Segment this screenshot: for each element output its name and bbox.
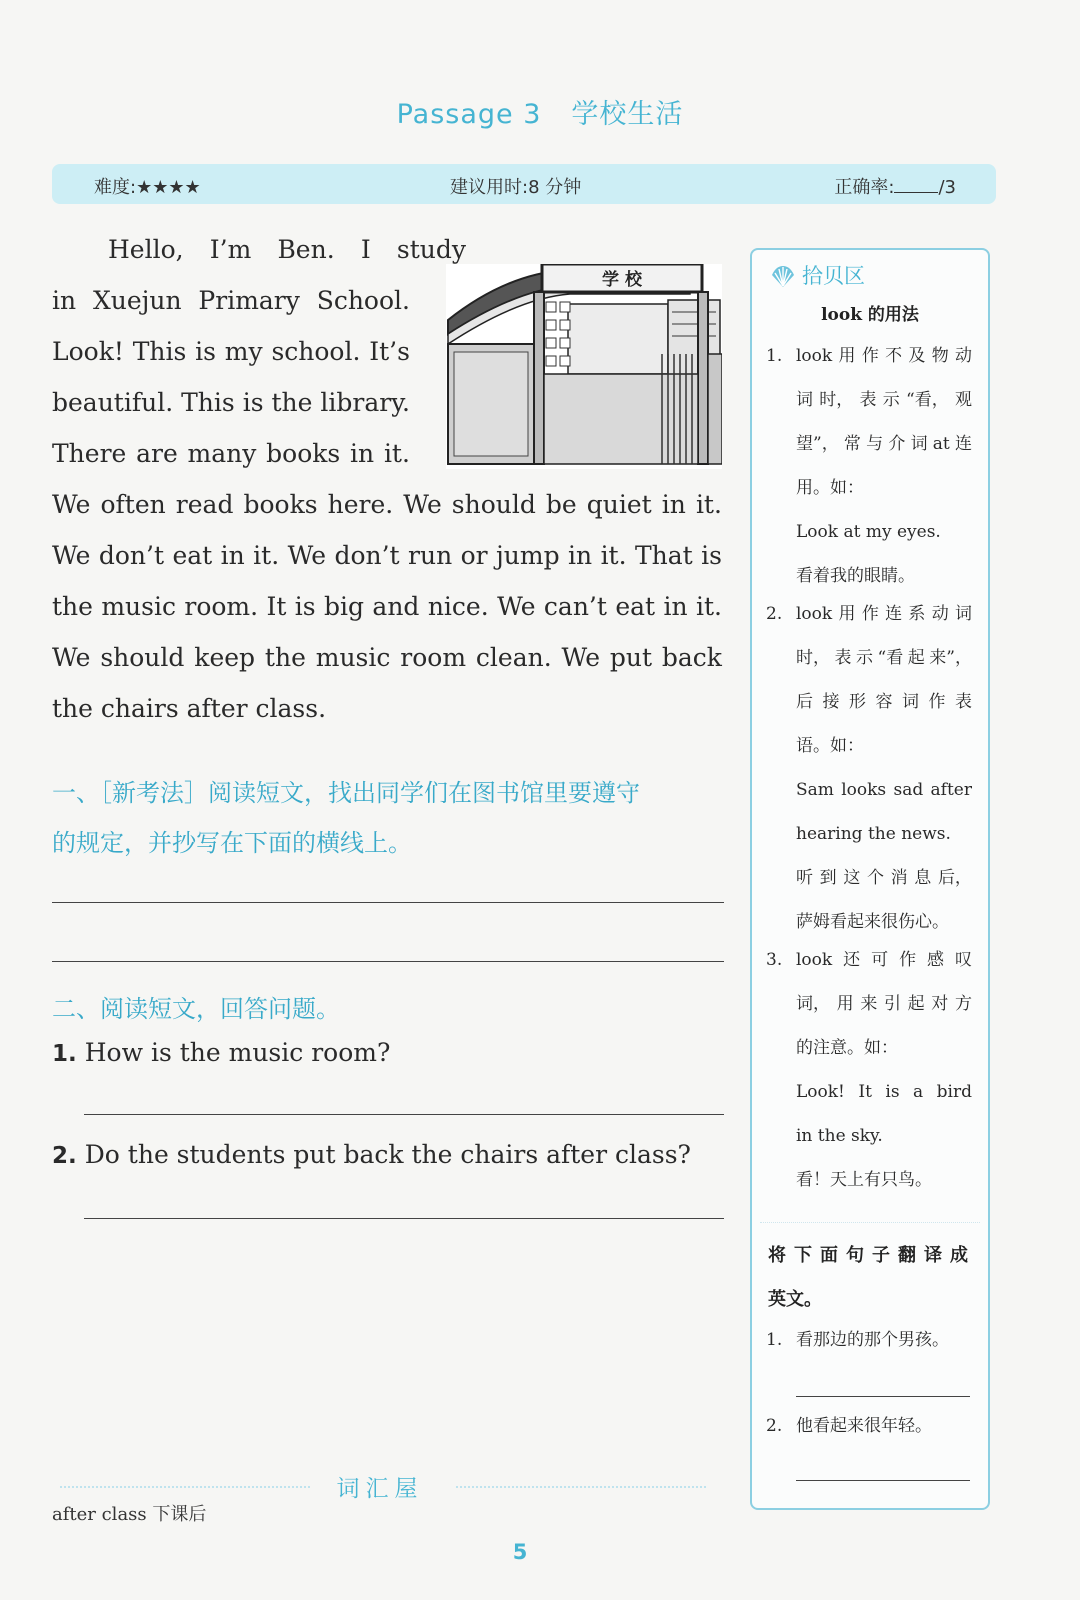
passage-word: it. — [253, 541, 280, 570]
exercise-heading-char: 句 — [846, 1245, 864, 1266]
usage-word: 不 — [885, 346, 903, 366]
usage-line — [796, 1026, 972, 1070]
passage-word: don’t — [334, 541, 400, 570]
usage-word: Sam — [796, 780, 834, 800]
accuracy-total: /3 — [938, 177, 956, 198]
usage-word: 对 — [931, 994, 949, 1014]
usage-word: “看， — [906, 390, 949, 410]
usage-line — [796, 1158, 972, 1202]
school-sign-text: 学 校 — [602, 270, 642, 290]
passage-line — [52, 632, 722, 683]
exercise-2-answer-line[interactable] — [796, 1480, 970, 1481]
passage-word: should — [451, 490, 536, 519]
passage-word: That — [634, 541, 693, 570]
passage-line — [52, 479, 722, 530]
usage-line — [796, 856, 972, 900]
sidebar-notes — [750, 248, 990, 1510]
section1-instruction-line2: 的规定，并抄写在下面的横线上。 — [52, 829, 412, 857]
accuracy-blank[interactable] — [894, 176, 938, 193]
question-1-text: How is the music room? — [84, 1038, 391, 1067]
accuracy-label: 正确率: — [834, 177, 895, 198]
question-1 — [52, 1038, 390, 1067]
passage-word: it. — [600, 541, 627, 570]
passage-word: put — [609, 643, 653, 672]
passage-word: room. — [184, 592, 259, 621]
sidebar-subtitle: look 的用法 — [821, 305, 919, 325]
usage-word: 动 — [955, 346, 972, 366]
look-usage-1 — [766, 334, 972, 598]
passage-word: books — [266, 439, 341, 468]
usage-word: 可 — [871, 950, 889, 970]
vocab-title: 词汇屋 — [336, 1476, 424, 1502]
usage-word: 连 — [954, 434, 972, 454]
usage-line — [796, 724, 972, 768]
passage-line — [52, 428, 410, 479]
usage-word: 作 — [899, 950, 917, 970]
passage-word: Look! — [52, 337, 124, 366]
shell-icon — [770, 265, 796, 289]
passage-word: music — [101, 592, 176, 621]
usage-word: look — [796, 604, 833, 624]
exercise-2-number: 2. — [766, 1416, 783, 1436]
usage-word: 示 — [856, 648, 874, 668]
page-number: 5 — [512, 1540, 528, 1564]
passage-line — [52, 326, 410, 377]
passage-word: It’s — [369, 337, 410, 366]
usage-line — [796, 510, 972, 554]
usage-line — [796, 812, 972, 856]
passage-word: books — [243, 490, 318, 519]
passage-word: We — [497, 592, 536, 621]
passage-word: back — [661, 643, 722, 672]
sidebar-title — [770, 260, 865, 290]
usage-word: after — [930, 780, 972, 800]
passage-word: in — [220, 541, 245, 570]
usage-word: 作 — [861, 346, 879, 366]
usage-word: 表 — [859, 390, 877, 410]
passage-word: should — [100, 643, 185, 672]
question-2-text: Do the students put back the chairs after class? — [84, 1140, 691, 1169]
passage-word: in — [350, 439, 375, 468]
passage-word: the chairs after class. — [52, 694, 327, 723]
question-2 — [52, 1140, 691, 1169]
passage-word: it. — [695, 490, 722, 519]
usage-word: 介 — [888, 434, 906, 454]
usage-number: 1. — [766, 346, 783, 366]
usage-word: 词 — [910, 434, 928, 454]
passage-word: Hello, — [108, 235, 184, 264]
passage-line — [52, 224, 466, 275]
usage-word: 及 — [908, 346, 926, 366]
usage-word: It — [858, 1082, 872, 1102]
passage-word: We — [287, 541, 327, 570]
usage-word: a — [913, 1082, 924, 1102]
passage-word: it. — [383, 439, 410, 468]
usage-word: 时， — [819, 390, 854, 410]
passage-word: We — [52, 541, 91, 570]
question-1-answer-line[interactable] — [84, 1114, 724, 1115]
usage-line — [796, 378, 972, 422]
passage-word: or — [460, 541, 488, 570]
usage-word: bird — [936, 1082, 972, 1102]
exercise-heading-char: 子 — [872, 1245, 890, 1266]
usage-word: 接 — [822, 692, 840, 712]
usage-word: is — [885, 1082, 900, 1102]
passage-word: jump — [496, 541, 560, 570]
passage-word: here. — [327, 490, 394, 519]
passage-word: the — [264, 643, 306, 672]
passage-word: quiet — [586, 490, 652, 519]
section2-heading: 二、阅读短文，回答问题。 — [52, 995, 340, 1023]
passage-word: is — [294, 592, 316, 621]
passage-word: I’m — [209, 235, 252, 264]
usage-word: 动 — [931, 604, 949, 624]
usage-word: 语。如： — [796, 736, 864, 756]
usage-word: 用 — [838, 346, 856, 366]
exercise-heading-char: 成 — [950, 1245, 968, 1266]
passage-word: I — [360, 235, 371, 264]
usage-line — [796, 680, 972, 724]
passage-word: in — [52, 286, 77, 315]
passage-word: can’t — [543, 592, 607, 621]
usage-line — [796, 334, 972, 378]
usage-word: 这 — [843, 868, 861, 888]
passage-line — [52, 581, 722, 632]
passage-word: study — [396, 235, 466, 264]
usage-word: 后 — [796, 692, 813, 712]
passage-word: run — [408, 541, 453, 570]
exercise-heading-char: 下 — [794, 1245, 812, 1266]
usage-word: Look! — [796, 1082, 845, 1102]
usage-line — [796, 938, 972, 982]
exercise-1-number: 1. — [766, 1330, 783, 1350]
usage-word: 个 — [866, 868, 884, 888]
usage-word: 息 — [914, 868, 932, 888]
passage-word: We — [52, 643, 91, 672]
question-1-number: 1. — [52, 1041, 77, 1067]
exercise-1-text: 看那边的那个男孩。 — [796, 1330, 949, 1350]
usage-word: 来”， — [929, 648, 972, 668]
usage-word: 表 — [834, 648, 852, 668]
usage-word: 起 — [907, 648, 925, 668]
usage-line — [796, 768, 972, 812]
school-gate-illustration — [446, 264, 722, 469]
sidebar-divider — [760, 1222, 980, 1223]
usage-word: 看！天上有只鸟。 — [796, 1170, 932, 1190]
usage-word: 词 — [955, 604, 972, 624]
passage-word: and — [372, 592, 420, 621]
passage-number: Passage 3 — [396, 99, 542, 130]
usage-word: 叹 — [954, 950, 972, 970]
usage-word: 的注意。如： — [796, 1038, 898, 1058]
usage-word: 形 — [849, 692, 866, 712]
exercise-heading-line2: 英文。 — [768, 1289, 822, 1310]
passage-word: school. — [271, 337, 361, 366]
usage-word: 感 — [927, 950, 945, 970]
passage-word: my — [224, 337, 263, 366]
passage-word: be — [545, 490, 577, 519]
passage-word: This — [181, 388, 235, 417]
usage-word: 消 — [890, 868, 908, 888]
passage-word: School. — [316, 286, 410, 315]
passage-word: It — [266, 592, 287, 621]
usage-word: look — [796, 950, 833, 970]
passage-word: Primary — [198, 286, 300, 315]
usage-word: 引 — [883, 994, 901, 1014]
question-2-answer-line[interactable] — [84, 1218, 724, 1219]
section1-instruction-line1: 一、［新考法］阅读短文，找出同学们在图书馆里要遵守 — [52, 779, 640, 807]
usage-line — [796, 636, 972, 680]
passage-word: keep — [194, 643, 256, 672]
usage-line — [796, 422, 972, 466]
usage-word: 用 — [836, 994, 854, 1014]
usage-word: 作 — [928, 692, 946, 712]
info-bar — [52, 164, 996, 204]
passage-word: many — [187, 439, 257, 468]
sidebar-title-text: 拾贝区 — [802, 264, 865, 288]
usage-word: “看 — [877, 648, 904, 668]
usage-line — [796, 982, 972, 1026]
accuracy — [834, 173, 956, 199]
usage-word: 用。如： — [796, 478, 864, 498]
usage-word: at — [932, 434, 950, 454]
exercise-heading-char: 面 — [820, 1245, 838, 1266]
usage-word: 来 — [860, 994, 878, 1014]
usage-number: 2. — [766, 604, 783, 624]
usage-line — [796, 592, 972, 636]
usage-word: hearing the news. — [796, 824, 951, 844]
passage-line — [52, 683, 722, 734]
usage-word: 后， — [937, 868, 972, 888]
usage-word: look — [796, 346, 833, 366]
passage-word: is — [195, 337, 216, 366]
usage-word: 示 — [882, 390, 900, 410]
usage-word: 与 — [866, 434, 884, 454]
usage-word: 系 — [908, 604, 926, 624]
exercise-1-answer-line[interactable] — [796, 1396, 970, 1397]
passage-word: are — [136, 439, 178, 468]
passage-word: eat — [615, 592, 656, 621]
usage-word: 表 — [955, 692, 972, 712]
passage-word: This — [132, 337, 187, 366]
usage-line — [796, 1114, 972, 1158]
answer-line-2[interactable] — [52, 961, 724, 962]
passage-line — [52, 377, 410, 428]
difficulty-rating: 难度:★★★★ — [94, 177, 201, 198]
passage-word: We — [561, 643, 600, 672]
exercise-heading-char: 翻 — [898, 1245, 916, 1266]
exercise-2-text: 他看起来很年轻。 — [796, 1416, 932, 1436]
passage-word: clean. — [475, 643, 552, 672]
exercise-heading — [768, 1234, 968, 1322]
passage-word: in — [663, 592, 688, 621]
usage-word: 萨姆看起来很伤心。 — [796, 912, 949, 932]
passage-word: the — [271, 388, 313, 417]
vocab-item: after class 下课后 — [52, 1504, 207, 1525]
passage-word: Xuejun — [92, 286, 182, 315]
usage-word: 连 — [885, 604, 903, 624]
passage-word: read — [175, 490, 234, 519]
page-title — [0, 92, 1080, 131]
usage-word: 方 — [954, 994, 972, 1014]
usage-word: 听 — [796, 868, 813, 888]
passage-word: the — [52, 592, 93, 621]
usage-word: Look at my eyes. — [796, 522, 941, 542]
look-usage-3 — [766, 938, 972, 1202]
passage-word: often — [100, 490, 166, 519]
passage-word: don’t — [98, 541, 165, 570]
passage-word: in — [661, 490, 686, 519]
usage-word: 用 — [838, 604, 856, 624]
usage-word: 看着我的眼睛。 — [796, 566, 915, 586]
usage-word: 容 — [875, 692, 893, 712]
passage-word: There — [52, 439, 127, 468]
exercise-heading-line1 — [768, 1234, 968, 1278]
passage-topic: 学校生活 — [571, 99, 684, 130]
usage-word: sad — [893, 780, 924, 800]
usage-word: 时， — [796, 648, 830, 668]
vocab-divider-right — [456, 1486, 706, 1488]
passage-word: it. — [695, 592, 722, 621]
passage-word: We — [52, 490, 91, 519]
suggested-time: 建议用时:8 分钟 — [450, 177, 582, 198]
passage-word: beautiful. — [52, 388, 174, 417]
usage-word: 还 — [843, 950, 861, 970]
look-usage-2 — [766, 592, 972, 944]
passage-line — [52, 530, 722, 581]
passage-word: room — [400, 643, 467, 672]
passage-word: big — [324, 592, 365, 621]
usage-word: 观 — [954, 390, 972, 410]
usage-line — [796, 466, 972, 510]
passage-word: is — [701, 541, 722, 570]
exercise-heading-char: 将 — [768, 1245, 786, 1266]
usage-word: 起 — [907, 994, 925, 1014]
usage-word: 作 — [861, 604, 879, 624]
usage-word: 词 — [796, 390, 813, 410]
passage-word: is — [242, 388, 264, 417]
passage-word: We — [403, 490, 442, 519]
exercise-heading-char: 译 — [924, 1245, 942, 1266]
exercise-item-2 — [766, 1404, 932, 1448]
usage-word: looks — [841, 780, 887, 800]
question-2-number: 2. — [52, 1143, 77, 1169]
usage-word: 到 — [819, 868, 837, 888]
usage-line — [796, 1070, 972, 1114]
answer-line-1[interactable] — [52, 902, 724, 903]
passage-word: in — [568, 541, 593, 570]
usage-word: 望”， — [796, 434, 839, 454]
passage-word: nice. — [427, 592, 489, 621]
passage-word: library. — [320, 388, 410, 417]
passage-word: eat — [172, 541, 213, 570]
usage-word: 词 — [902, 692, 919, 712]
passage-word: Ben. — [277, 235, 335, 264]
exercise-item-1 — [766, 1318, 949, 1362]
usage-number: 3. — [766, 950, 783, 970]
passage-word: music — [315, 643, 391, 672]
usage-word: in the sky. — [796, 1126, 883, 1146]
passage-line — [52, 275, 410, 326]
usage-word: 常 — [843, 434, 861, 454]
usage-word: 物 — [931, 346, 949, 366]
usage-word: 词， — [796, 994, 830, 1014]
